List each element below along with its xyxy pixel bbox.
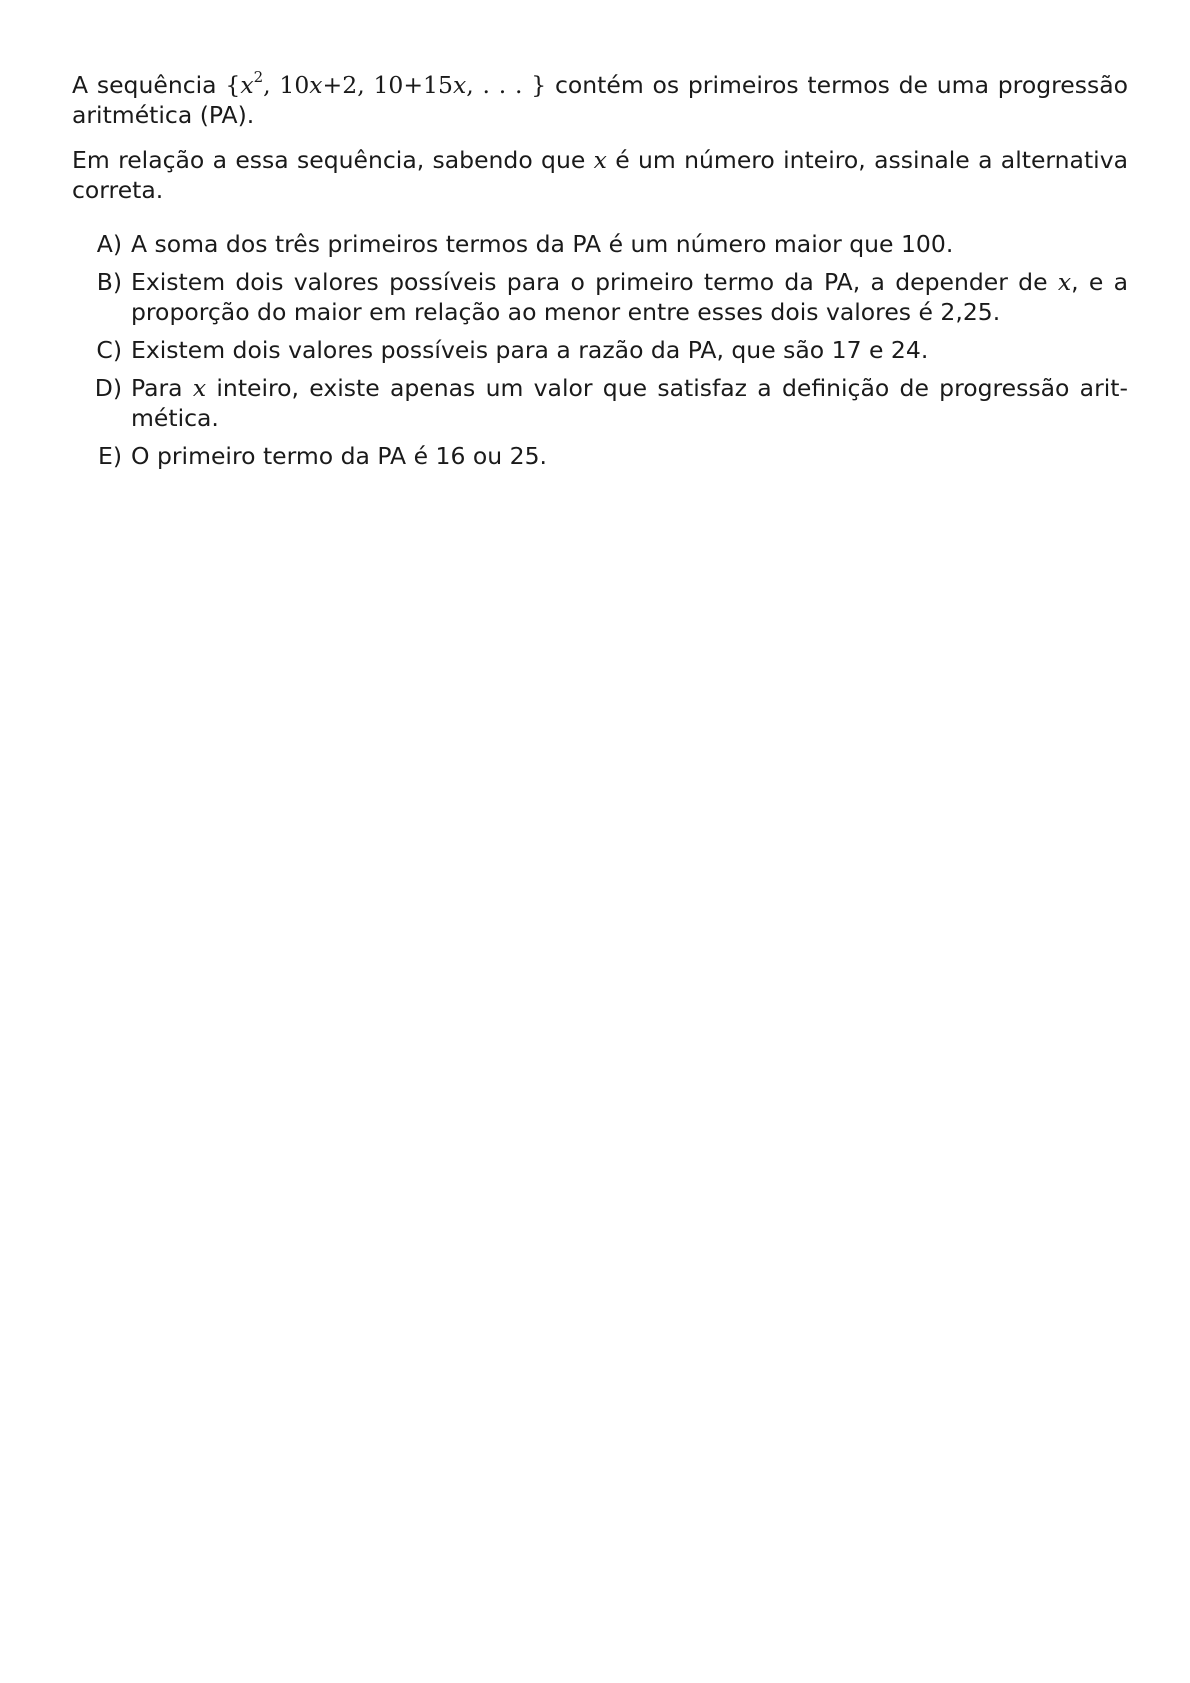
option-text: O primeiro termo da PA é 16 ou 25. (131, 442, 548, 470)
intro-text-start: A sequência (72, 71, 226, 99)
separator-1: , (263, 71, 280, 99)
instruction-text-start: Em relação a essa sequência, sabendo que (72, 146, 594, 174)
option-letter: B) (96, 268, 122, 296)
option-variable: x (192, 374, 207, 402)
option-b[interactable] (72, 267, 1128, 327)
option-letter: D) (94, 374, 122, 402)
question-intro (72, 70, 1128, 130)
term2-variable: x (309, 71, 323, 99)
option-text-end: , e a proporção do maior em relação ao menor entre esses dois valores é 2,25. (131, 268, 1128, 326)
term1-variable: x (240, 71, 254, 99)
intro-text-end: contém os primeiros termos de uma progressão aritmética (PA). (72, 71, 1128, 129)
option-text: Existem dois valores possíveis para a razão da PA, que são 17 e 24. (131, 336, 929, 364)
question-instruction (72, 145, 1128, 205)
option-e[interactable] (72, 441, 1128, 471)
option-text-start: Para (131, 374, 193, 402)
question-page (72, 70, 1128, 479)
instruction-text-end: é um número inteiro, assinale a alternativa correta. (72, 146, 1129, 204)
option-letter: C) (96, 336, 122, 364)
option-d[interactable] (72, 373, 1128, 433)
term3-prefix: 10+15 (373, 71, 453, 99)
term2-constant: +2 (322, 71, 358, 99)
option-a[interactable] (72, 229, 1128, 259)
option-letter: A) (96, 230, 122, 258)
instruction-variable: x (593, 146, 607, 174)
option-letter: E) (97, 442, 122, 470)
option-text-end: inteiro, existe apenas um valor que satisfaz a definição de progressão aritmética. (131, 374, 1128, 432)
answer-options (72, 229, 1128, 471)
option-text: A soma dos três primeiros termos da PA é um número maior que 100. (131, 230, 954, 258)
option-c[interactable] (72, 335, 1128, 365)
separator-2: , (357, 71, 374, 99)
term2-coefficient: 10 (279, 71, 310, 99)
set-tail: , . . . } (466, 71, 547, 99)
term1-exponent: 2 (253, 68, 264, 87)
sequence-expression (225, 68, 547, 99)
set-open-brace: { (225, 71, 241, 99)
option-text-start: Existem dois valores possíveis para o primeiro termo da PA, a depender de (131, 268, 1058, 296)
term3-variable: x (452, 71, 467, 99)
option-variable: x (1057, 268, 1072, 296)
